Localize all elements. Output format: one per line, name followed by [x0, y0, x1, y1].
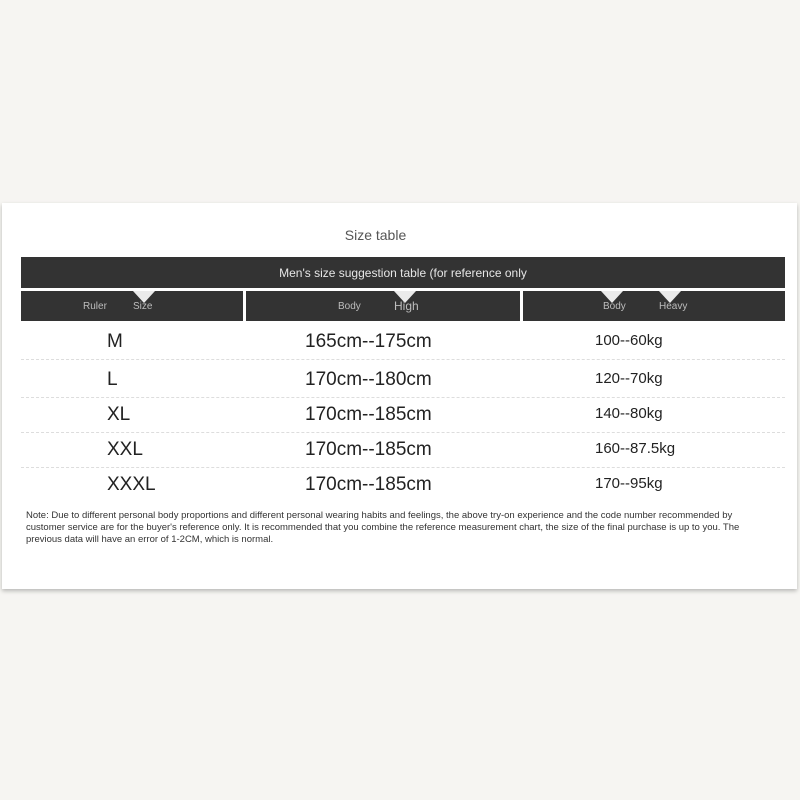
header-size: [21, 291, 243, 321]
header-body-label: Body: [603, 301, 626, 312]
weight-cell: 120--70kg: [595, 370, 663, 387]
table-row: [21, 325, 785, 360]
disclaimer-note: Note: Due to different personal body proportions and different personal wearing habits and feelings, the above try-on experience and the code number recommended by customer service are for the buyer's reference only. It is recommended that you combine the reference measurement chart, the size of the final purchase is up to you. The previous data will have an error of 1-2CM, which is normal.: [26, 510, 740, 545]
weight-cell: 160--87.5kg: [595, 440, 676, 457]
size-cell: XL: [107, 404, 131, 425]
size-cell: XXXL: [107, 474, 156, 495]
header-body-label: Body: [338, 301, 361, 312]
header-size-label: Size: [133, 301, 153, 312]
table-row: [21, 398, 785, 433]
table-banner: [21, 257, 785, 288]
size-chart-card: [2, 203, 797, 589]
table-row: [21, 363, 785, 398]
table-row: [21, 468, 785, 502]
size-cell: L: [107, 369, 118, 390]
header-heavy-label: Heavy: [659, 301, 688, 312]
height-cell: 170cm--185cm: [305, 404, 432, 425]
height-cell: 170cm--185cm: [305, 474, 432, 495]
header-height: [246, 291, 520, 321]
header-weight: [523, 291, 785, 321]
weight-cell: 140--80kg: [595, 405, 663, 422]
height-cell: 165cm--175cm: [305, 331, 432, 352]
height-cell: 170cm--185cm: [305, 439, 432, 460]
weight-cell: 100--60kg: [595, 332, 663, 349]
size-cell: M: [107, 331, 123, 352]
height-cell: 170cm--180cm: [305, 369, 432, 390]
banner-text: Men's size suggestion table (for reference only: [279, 265, 527, 280]
size-cell: XXL: [107, 439, 143, 460]
table-row: [21, 433, 785, 468]
page-title: Size table: [344, 227, 407, 243]
header-ruler-label: Ruler: [83, 301, 107, 312]
header-high-label: High: [394, 299, 419, 313]
weight-cell: 170--95kg: [595, 475, 663, 492]
